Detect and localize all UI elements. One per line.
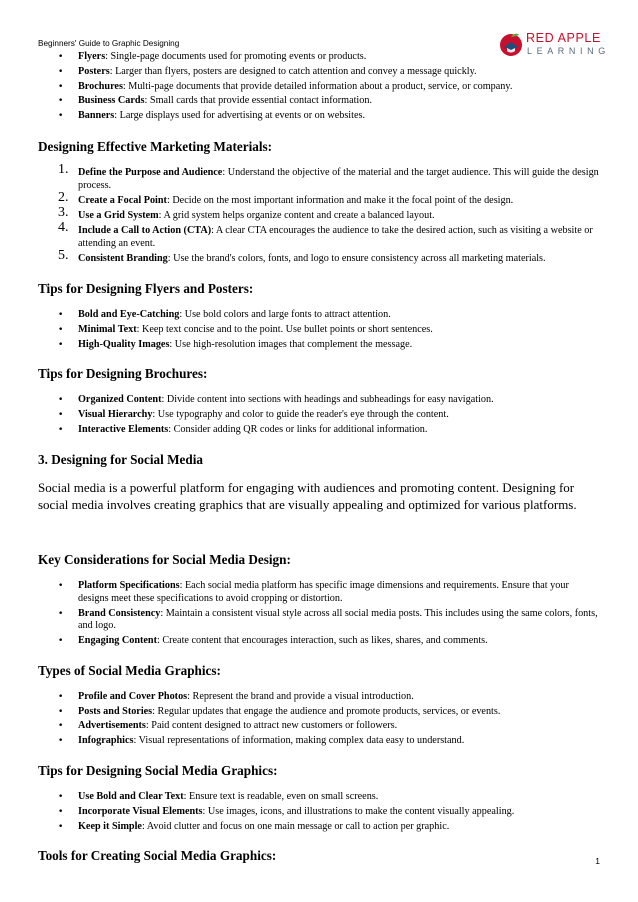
bullet-list [38, 691, 600, 748]
section-heading: Tips for Designing Flyers and Posters: [38, 281, 254, 297]
numbered-list [38, 161, 600, 266]
list-item: • Advertisements: Paid content designed to attract new customers or followers. [38, 720, 600, 733]
list-item: • Infographics: Visual representations of information, making complex data easy to understand. [38, 735, 600, 748]
list-item: • Posts and Stories: Regular updates that engage the audience and promote products, services, or events. [38, 706, 600, 719]
list-item: • Profile and Cover Photos: Represent the brand and provide a visual introduction. [38, 691, 600, 704]
list-item: • Flyers: Single-page documents used for promoting events or products. [38, 51, 600, 64]
list-item: • Interactive Elements: Consider adding QR codes or links for additional information. [38, 424, 600, 437]
list-item: 2. Create a Focal Point: Decide on the most important information and make it the focal point of the design. [58, 189, 514, 206]
list-item: • Banners: Large displays used for advertising at events or on websites. [38, 110, 600, 123]
running-header: Beginners' Guide to Graphic Designing [38, 39, 180, 48]
section-heading: Key Considerations for Social Media Design: [38, 552, 291, 568]
section-heading: Types of Social Media Graphics: [38, 662, 221, 678]
list-item: • Incorporate Visual Elements: Use images, icons, and illustrations to make the content visually appealing. [38, 806, 600, 819]
list-item: • Organized Content: Divide content into sections with headings and subheadings for easy navigation. [38, 394, 600, 407]
list-item: 5. Consistent Branding: Use the brand's colors, fonts, and logo to ensure consistency across all marketing materials. [58, 247, 546, 264]
list-item: • Brand Consistency: Maintain a consistent visual style across all social media posts. This includes using the same colors, fonts, and logo. [38, 608, 600, 633]
document-body [38, 51, 600, 864]
section-heading: Tips for Designing Social Media Graphics: [38, 762, 278, 778]
section-heading: Tools for Creating Social Media Graphics: [38, 848, 277, 864]
list-item: • Bold and Eye-Catching: Use bold colors and large fonts to attract attention. [38, 309, 600, 322]
section-heading: 3. Designing for Social Media [38, 451, 203, 467]
logo-line2: LEARNING [527, 46, 610, 56]
list-item: • Use Bold and Clear Text: Ensure text is readable, even on small screens. [38, 791, 600, 804]
logo-line1: RED APPLE [526, 31, 601, 45]
section-heading: Designing Effective Marketing Materials: [38, 138, 273, 154]
list-item: • Brochures: Multi-page documents that provide detailed information about a product, service, or company. [38, 81, 600, 94]
list-item: • High-Quality Images: Use high-resolution images that complement the message. [38, 339, 600, 352]
list-item: • Posters: Larger than flyers, posters are designed to catch attention and convey a message quickly. [38, 66, 600, 79]
list-item: • Business Cards: Small cards that provide essential contact information. [38, 95, 600, 108]
list-item: • Engaging Content: Create content that encourages interaction, such as likes, shares, and comments. [38, 635, 600, 648]
page-number: 1 [595, 856, 600, 866]
list-item: • Platform Specifications: Each social media platform has specific image dimensions and requirements. Ensure that your designs meet these specifications to avoid cropping or distortion. [38, 580, 600, 605]
bullet-list [38, 580, 600, 647]
bullet-list [38, 309, 600, 351]
section-paragraph: Social media is a powerful platform for engaging with audiences and promoting content. Designing for social media involves creating graphics that are visually appealing and optimized for various platforms. [38, 479, 577, 512]
intro-list [38, 51, 600, 123]
section-heading: Tips for Designing Brochures: [38, 366, 208, 382]
list-item: • Keep it Simple: Avoid clutter and focus on one main message or call to action per graphic. [38, 821, 600, 834]
list-item: 1. Define the Purpose and Audience: Understand the objective of the material and the target audience. This will guide the design process. [58, 161, 599, 191]
list-item: • Minimal Text: Keep text concise and to the point. Use bullet points or short sentences. [38, 324, 600, 337]
bullet-list [38, 791, 600, 833]
list-item: • Visual Hierarchy: Use typography and color to guide the reader's eye through the content. [38, 409, 600, 422]
bullet-list [38, 394, 600, 436]
list-item: 4. Include a Call to Action (CTA): A clear CTA encourages the audience to take the desired action, such as visiting a website or attending an event. [58, 220, 593, 249]
list-item: 3. Use a Grid System: A grid system helps organize content and create a balanced layout. [58, 204, 435, 221]
